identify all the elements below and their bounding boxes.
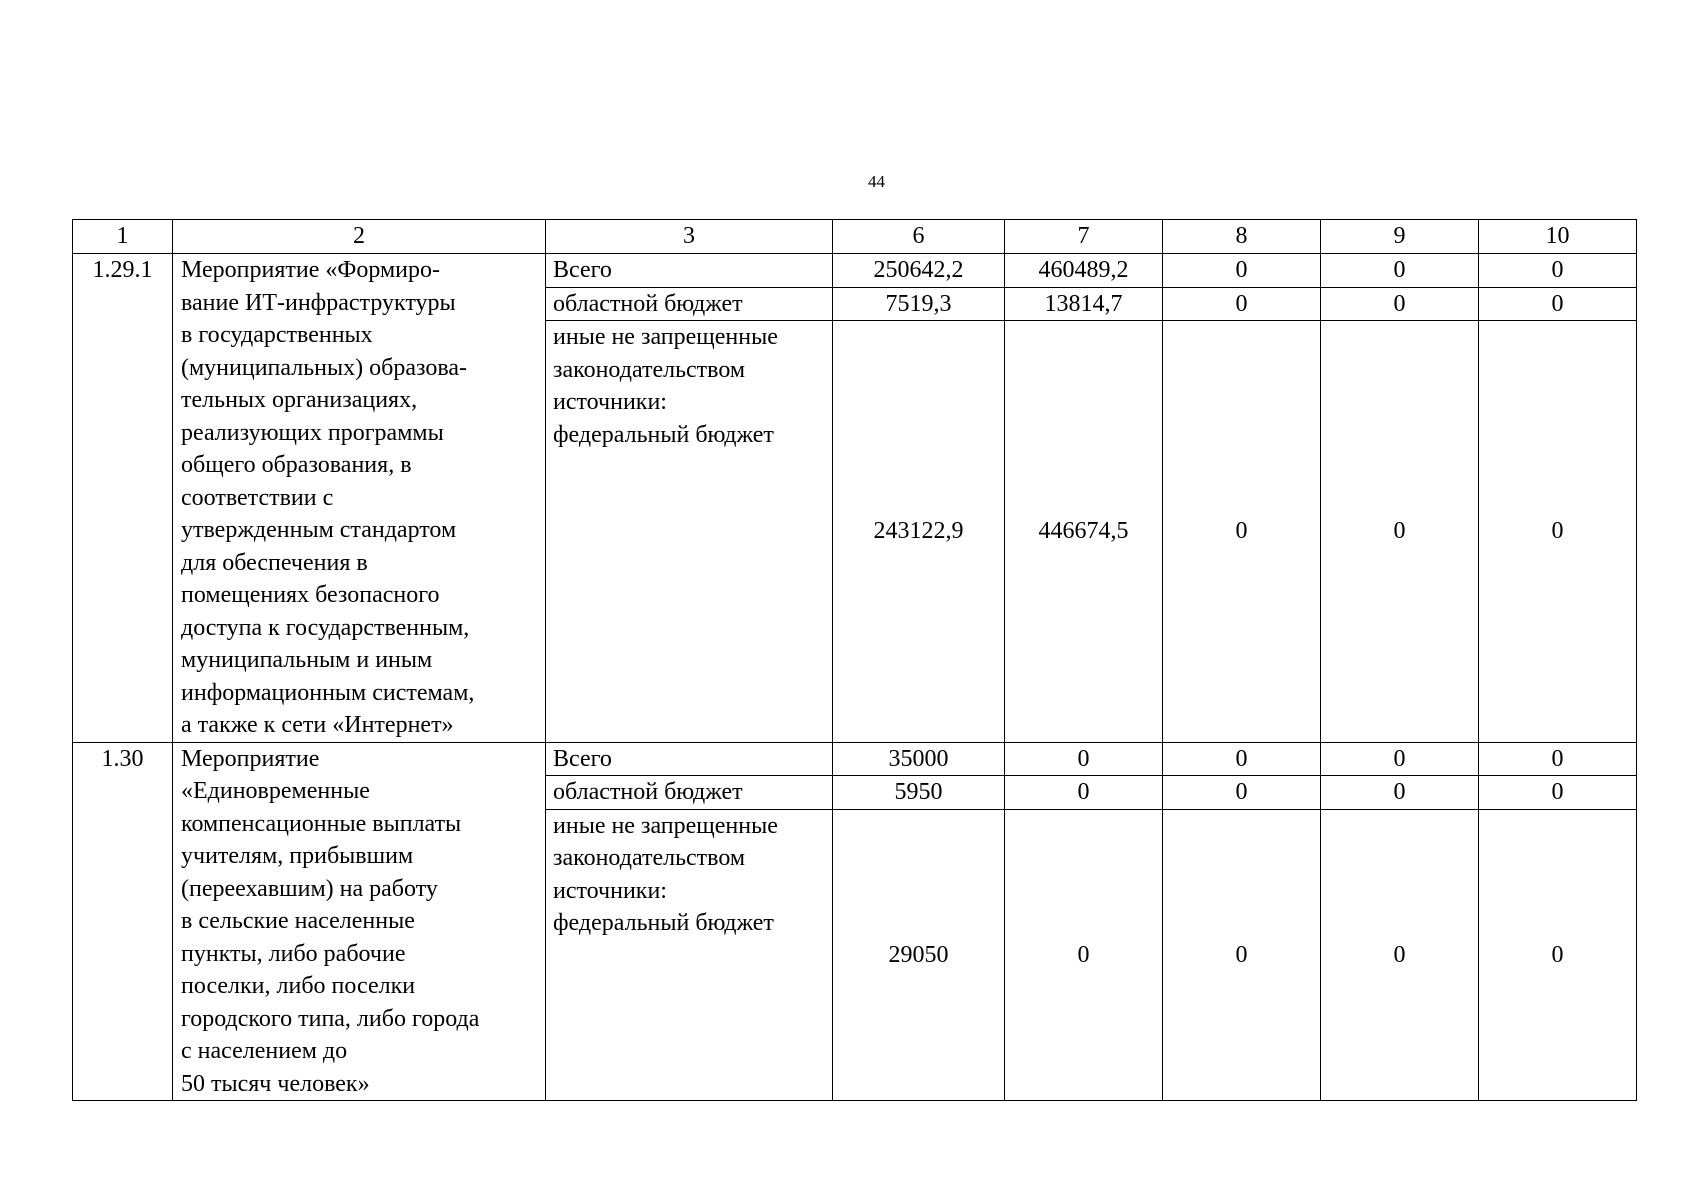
header-cell: 3 (546, 220, 833, 254)
value-cell: 35000 (833, 742, 1005, 776)
activity-line: поселки, либо поселки (181, 973, 416, 999)
source-line: иные не запрещенные (553, 324, 778, 350)
activity-line: помещениях безопасного (181, 582, 440, 608)
activity-line: пункты, либо рабочие (181, 940, 406, 967)
activity-line: Мероприятие «Формиро- (181, 257, 441, 283)
value-cell: 0 (1163, 809, 1321, 1101)
header-cell: 7 (1005, 220, 1163, 254)
value-cell: 0 (1479, 776, 1637, 810)
activity-line: Мероприятие (181, 745, 320, 772)
source-line: иные не запрещенные (553, 812, 778, 839)
activity-line: в государственных (181, 322, 373, 348)
funding-source: Всего (546, 742, 833, 776)
row-index: 1.30 (73, 742, 173, 1101)
value-cell: 0 (1321, 809, 1479, 1101)
table-row (73, 742, 1637, 776)
table-header-row (73, 220, 1637, 254)
activity-line: (муниципальных) образова- (181, 354, 468, 381)
funding-source: Всего (546, 254, 833, 288)
source-line: законодательством (553, 845, 746, 871)
source-line: источники: (553, 877, 667, 904)
activity-line: с населением до (181, 1038, 348, 1064)
source-line: федеральный бюджет (553, 421, 774, 448)
activity-line: учителям, прибывшим (181, 843, 414, 869)
value-cell: 0 (1321, 254, 1479, 288)
source-line: источники: (553, 389, 667, 415)
activity-line: информационным системам, (181, 679, 475, 706)
value-cell: 0 (1479, 321, 1637, 743)
value-cell: 460489,2 (1005, 254, 1163, 288)
activity-line: муниципальным и иным (181, 647, 433, 673)
funding-source (546, 809, 833, 1101)
funding-source (546, 321, 833, 743)
activity-line: а также к сети «Интернет» (181, 712, 454, 738)
activity-line: 50 тысяч человек» (181, 1070, 370, 1097)
page-number: 44 (868, 172, 885, 191)
activity-line: компенсационные выплаты (181, 810, 462, 837)
activity-line: «Единовременные (181, 778, 370, 804)
value-cell: 0 (1163, 742, 1321, 776)
value-cell: 0 (1163, 254, 1321, 288)
value-cell: 250642,2 (833, 254, 1005, 288)
value-cell: 446674,5 (1005, 321, 1163, 743)
activity-line: соответствии с (181, 484, 334, 511)
activity-line: реализующих программы (181, 419, 444, 446)
activity-line: общего образования, в (181, 452, 412, 478)
header-cell: 9 (1321, 220, 1479, 254)
activity-line: тельных организациях, (181, 387, 418, 413)
value-cell: 0 (1163, 321, 1321, 743)
value-cell: 243122,9 (833, 321, 1005, 743)
activity-description (173, 254, 546, 743)
value-cell: 0 (1321, 742, 1479, 776)
value-cell: 0 (1163, 287, 1321, 321)
value-cell: 0 (1005, 776, 1163, 810)
value-cell: 0 (1321, 321, 1479, 743)
value-cell: 0 (1005, 809, 1163, 1101)
header-cell: 2 (173, 220, 546, 254)
value-cell: 0 (1321, 776, 1479, 810)
value-cell: 29050 (833, 809, 1005, 1101)
value-cell: 0 (1479, 287, 1637, 321)
header-cell: 6 (833, 220, 1005, 254)
activity-line: доступа к государственным, (181, 614, 470, 641)
value-cell: 0 (1321, 287, 1479, 321)
table-row (73, 254, 1637, 288)
header-cell: 10 (1479, 220, 1637, 254)
activity-line: в сельские населенные (181, 908, 415, 934)
header-cell: 1 (73, 220, 173, 254)
funding-source: областной бюджет (546, 776, 833, 810)
row-index: 1.29.1 (73, 254, 173, 743)
funding-source: областной бюджет (546, 287, 833, 321)
source-line: законодательством (553, 356, 746, 383)
value-cell: 5950 (833, 776, 1005, 810)
value-cell: 0 (1163, 776, 1321, 810)
value-cell: 0 (1479, 742, 1637, 776)
activity-line: городского типа, либо города (181, 1005, 480, 1032)
activity-line: (переехавшим) на работу (181, 875, 438, 902)
value-cell: 0 (1479, 809, 1637, 1101)
value-cell: 7519,3 (833, 287, 1005, 321)
activity-line: утвержденным стандартом (181, 517, 457, 543)
activity-line: вание ИТ-инфраструктуры (181, 289, 456, 316)
value-cell: 13814,7 (1005, 287, 1163, 321)
activity-line: для обеспечения в (181, 549, 368, 576)
source-line: федеральный бюджет (553, 910, 774, 936)
budget-table (72, 219, 1637, 1101)
activity-description (173, 742, 546, 1101)
value-cell: 0 (1005, 742, 1163, 776)
header-cell: 8 (1163, 220, 1321, 254)
value-cell: 0 (1479, 254, 1637, 288)
